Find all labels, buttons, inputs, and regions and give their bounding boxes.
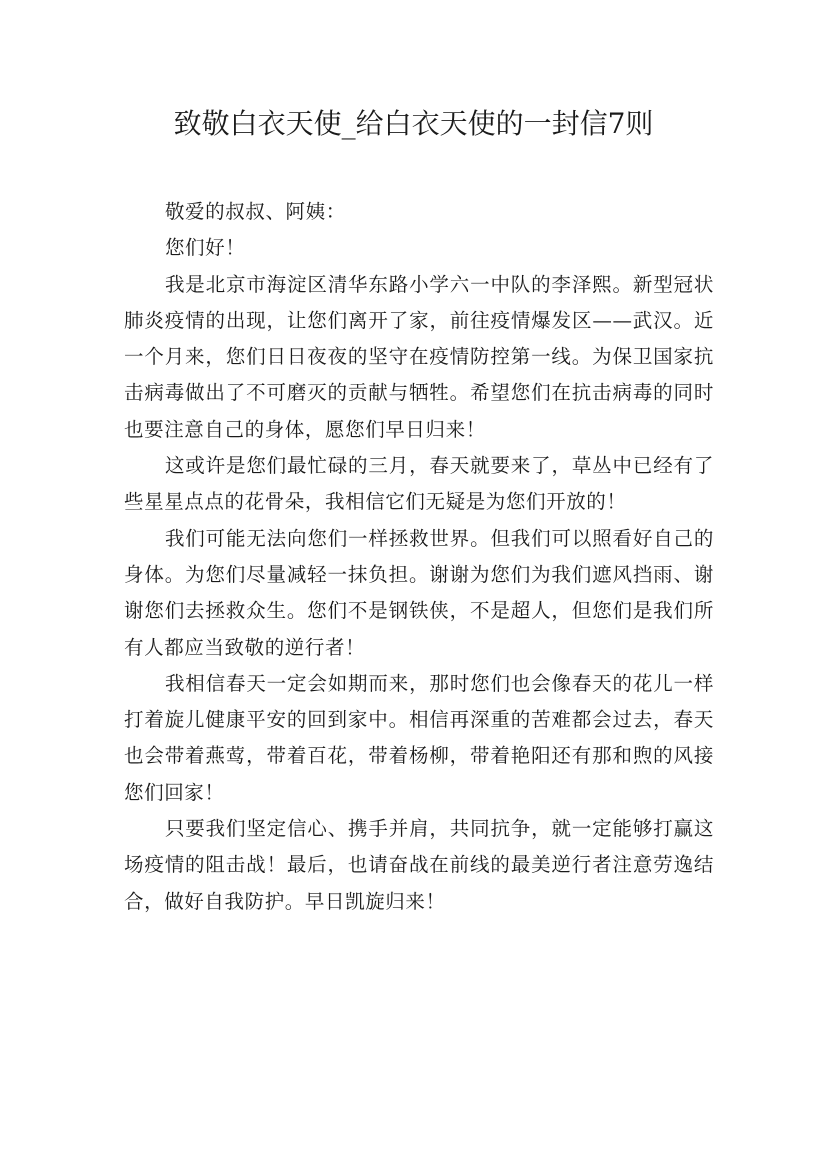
- paragraph: 我相信春天一定会如期而来，那时您们也会像春天的花儿一样打着旋儿健康平安的回到家中。相信再深重的苦难都会过去，春天也会带着燕莺，带着百花，带着杨柳，带着艳阳还有那和煦的风接您们回家！: [124, 671, 714, 804]
- paragraph: 只要我们坚定信心、携手并肩，共同抗争，就一定能够打赢这场疫情的阻击战！最后，也请奋战在前线的最美逆行者注意劳逸结合，做好自我防护。早日凯旋归来！: [124, 817, 714, 913]
- document-title: 致敬白衣天使_给白衣天使的一封信7则: [173, 107, 654, 140]
- paragraph: 我是北京市海淀区清华东路小学六一中队的李泽熙。新型冠状肺炎疫情的出现，让您们离开了家，前往疫情爆发区——武汉。近一个月来，您们日日夜夜的坚守在疫情防控第一线。为保卫国家抗击病毒做出了不可磨灭的贡献与牺牲。希望您们在抗击病毒的同时也要注意自己的身体，愿您们早日归来！: [124, 272, 714, 441]
- paragraph: 我们可能无法向您们一样拯救世界。但我们可以照看好自己的身体。为您们尽量减轻一抹负担。谢谢为您们为我们遮风挡雨、谢谢您们去拯救众生。您们不是钢铁侠，不是超人，但您们是我们所有人都应当致敬的逆行者！: [124, 526, 714, 659]
- salutation: 敬爱的叔叔、阿姨：: [164, 200, 346, 223]
- letter-body: [124, 194, 714, 920]
- greeting: 您们好！: [164, 236, 246, 260]
- paragraph: 这或许是您们最忙碌的三月，春天就要来了，草丛中已经有了些星星点点的花骨朵，我相信它们无疑是为您们开放的！: [124, 454, 714, 514]
